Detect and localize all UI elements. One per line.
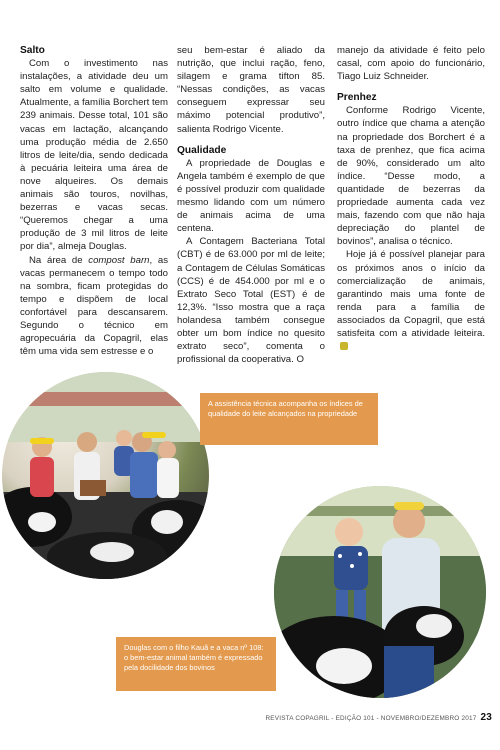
end-mark-icon (340, 342, 348, 350)
page-number: 23 (480, 712, 492, 723)
paragraph: seu bem-estar é aliado da nutrição, que inclui ração, feno, silagem e grama tifton 85. “Nessas condições, as vacas conseguem expressar seu máximo potencial produtivo”, salienta Rodrigo Vicente. (177, 45, 325, 135)
heading-salto: Salto (20, 45, 45, 56)
column-3 (337, 44, 485, 353)
paragraph: A propriedade de Douglas e Angela também é exemplo de que é possível produzir com qualidade mesmo lidando com um número de animais acima de uma centena. (177, 157, 325, 235)
caption-photo-2: Douglas com o filho Kauã e a vaca nº 108: o bem-estar animal também é expressado pela docilidade dos bovinos (116, 637, 276, 691)
photo-douglas-son-cow (274, 486, 486, 698)
paragraph: A Contagem Bacteriana Total (CBT) é de 63.000 por ml de leite; a Contagem de Células Somáticas (CCS) é de 454.000 por ml e o Extrato Seco Total (EST) é de 12,3%. “Isso mostra que a raça holandesa também consegue obter um bom índice no quesito extrato seco”, comenta o profissional da cooperativa. O (177, 236, 325, 366)
paragraph: manejo da atividade é feito pelo casal, com apoio do funcionário, Tiago Luiz Schneider. (337, 45, 485, 83)
paragraph: Na área de compost barn, as vacas permanecem o tempo todo na sombra, ficam protegidas do tempo e dispõem de local confortável para descansarem. Segundo o técnico em agropecuária da Copagril, elas têm uma vida sem estresse e o (20, 254, 169, 358)
emphasis-text: compost barn (88, 254, 150, 266)
photo-illustration (274, 486, 486, 698)
photo-illustration (2, 372, 209, 579)
heading-prenhez: Prenhez (337, 92, 377, 104)
paragraph: Conforme Rodrigo Vicente, outro índice que chama a atenção na propriedade dos Borchert é a taxa de prenhez, que fica acima de 90%, considerado um alto índice. “Desse modo, a quantidade de bezerras da propriedade aumenta cada vez mais, fazendo com que não haja depreciação do plantel de bovinos”, analisa o técnico. (337, 105, 485, 248)
column-2 (177, 44, 325, 366)
photo-technical-assistance (2, 372, 209, 579)
paragraph: Hoje já é possível planejar para os próximos anos o início da comercialização de animais, garantindo mais uma fonte de renda para a família de associados da Copagril, que está satisfeita com a atividade leiteira. (337, 248, 485, 353)
column-1 (20, 44, 168, 358)
paragraph: Com o investimento nas instalações, a atividade deu um salto em volume e qualidade. Atualmente, a família Borchert tem 239 animais. Desse total, 101 são vacas em lactação, alcançando uma produção média de 2.650 litros de leite/dia, sendo dedicada à pecuária leiteira uma área de nove alqueires. Os demais animais são touros, novilhas, bezerras e vacas secas. “Queremos chegar a uma produção de 3 mil litros de leite por dia”, almeja Douglas. (20, 58, 168, 253)
page-footer (265, 712, 492, 723)
heading-qualidade: Qualidade (177, 144, 227, 156)
caption-photo-1: A assistência técnica acompanha os índices de qualidade do leite alcançados na propriedade (200, 393, 378, 445)
footer-publication: REVISTA COPAGRIL - EDIÇÃO 101 - NOVEMBRO/DEZEMBRO 2017 (265, 715, 477, 722)
